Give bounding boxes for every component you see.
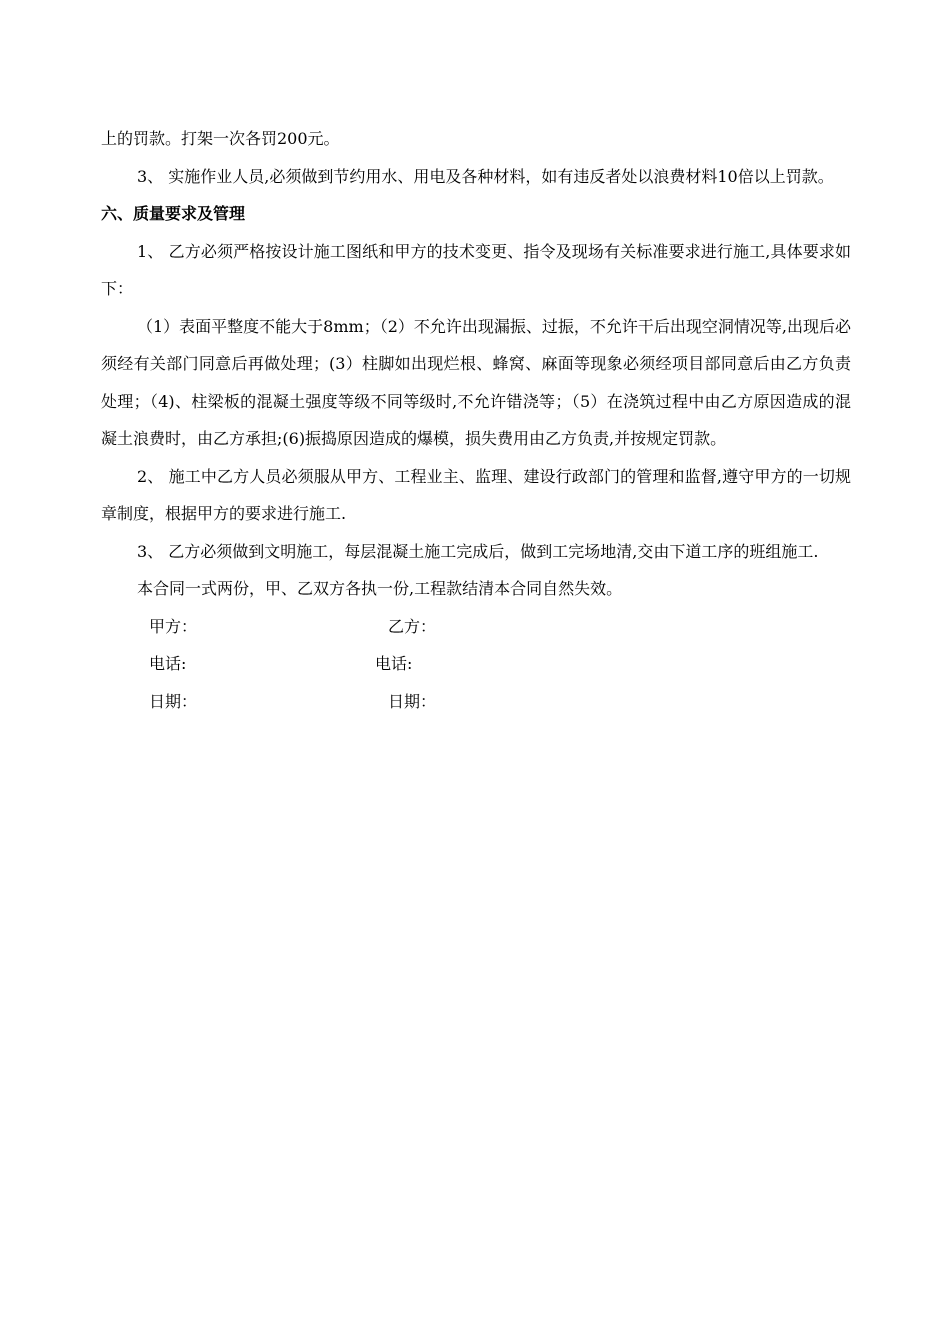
paragraph-quality-item-2: 2、 施工中乙方人员必须服从甲方、工程业主、监理、建设行政部门的管理和监督,遵守甲方的一切规章制度，根据甲方的要求进行施工. xyxy=(101,466,851,523)
phone-a-label: 电话: xyxy=(149,654,187,673)
paragraph-quality-requirements: （1）表面平整度不能大于8mm；（2）不允许出现漏振、过振，不允许干后出现空洞情况等,出现后必须经有关部门同意后再做处理；(3）柱脚如出现烂根、蜂窝、麻面等现象必须经项目部同意后由乙方负责处理；（4)、柱梁板的混凝土强度等级不同等级时,不允许错浇等；（5）在浇筑过程中由乙方原因造成的混凝土浪费时，由乙方承担;(6)振捣原因造成的爆模，损失费用由乙方负责,并按规定罚款。 xyxy=(101,316,851,448)
date-a-label: 日期： xyxy=(149,691,198,711)
paragraph-quality-item-3: 3、 乙方必须做到文明施工，每层混凝土施工完成后，做到工完场地清,交由下道工序的班组施工. xyxy=(137,541,819,561)
phone-b-label: 电话: xyxy=(375,654,413,673)
signature-row-party xyxy=(101,608,851,646)
party-a-label: 甲方： xyxy=(149,616,198,636)
section-heading-quality: 六、质量要求及管理 xyxy=(101,204,246,223)
date-b-label: 日期： xyxy=(388,691,437,711)
paragraph-item-3-saving-materials: 3、 实施作业人员,必须做到节约用水、用电及各种材料，如有违反者处以浪费材料10倍以上罚款。 xyxy=(137,166,834,186)
signature-row-phone xyxy=(101,645,851,683)
party-b-label: 乙方： xyxy=(388,616,437,636)
document-body xyxy=(101,120,851,720)
paragraph-penalty-continuation: 上的罚款。打架一次各罚200元。 xyxy=(101,129,340,148)
paragraph-contract-copies: 本合同一式两份，甲、乙双方各执一份,工程款结清本合同自然失效。 xyxy=(137,579,623,598)
signature-row-date xyxy=(101,683,851,721)
paragraph-quality-item-1: 1、 乙方必须严格按设计施工图纸和甲方的技术变更、指令及现场有关标准要求进行施工,具体要求如下： xyxy=(101,241,851,298)
